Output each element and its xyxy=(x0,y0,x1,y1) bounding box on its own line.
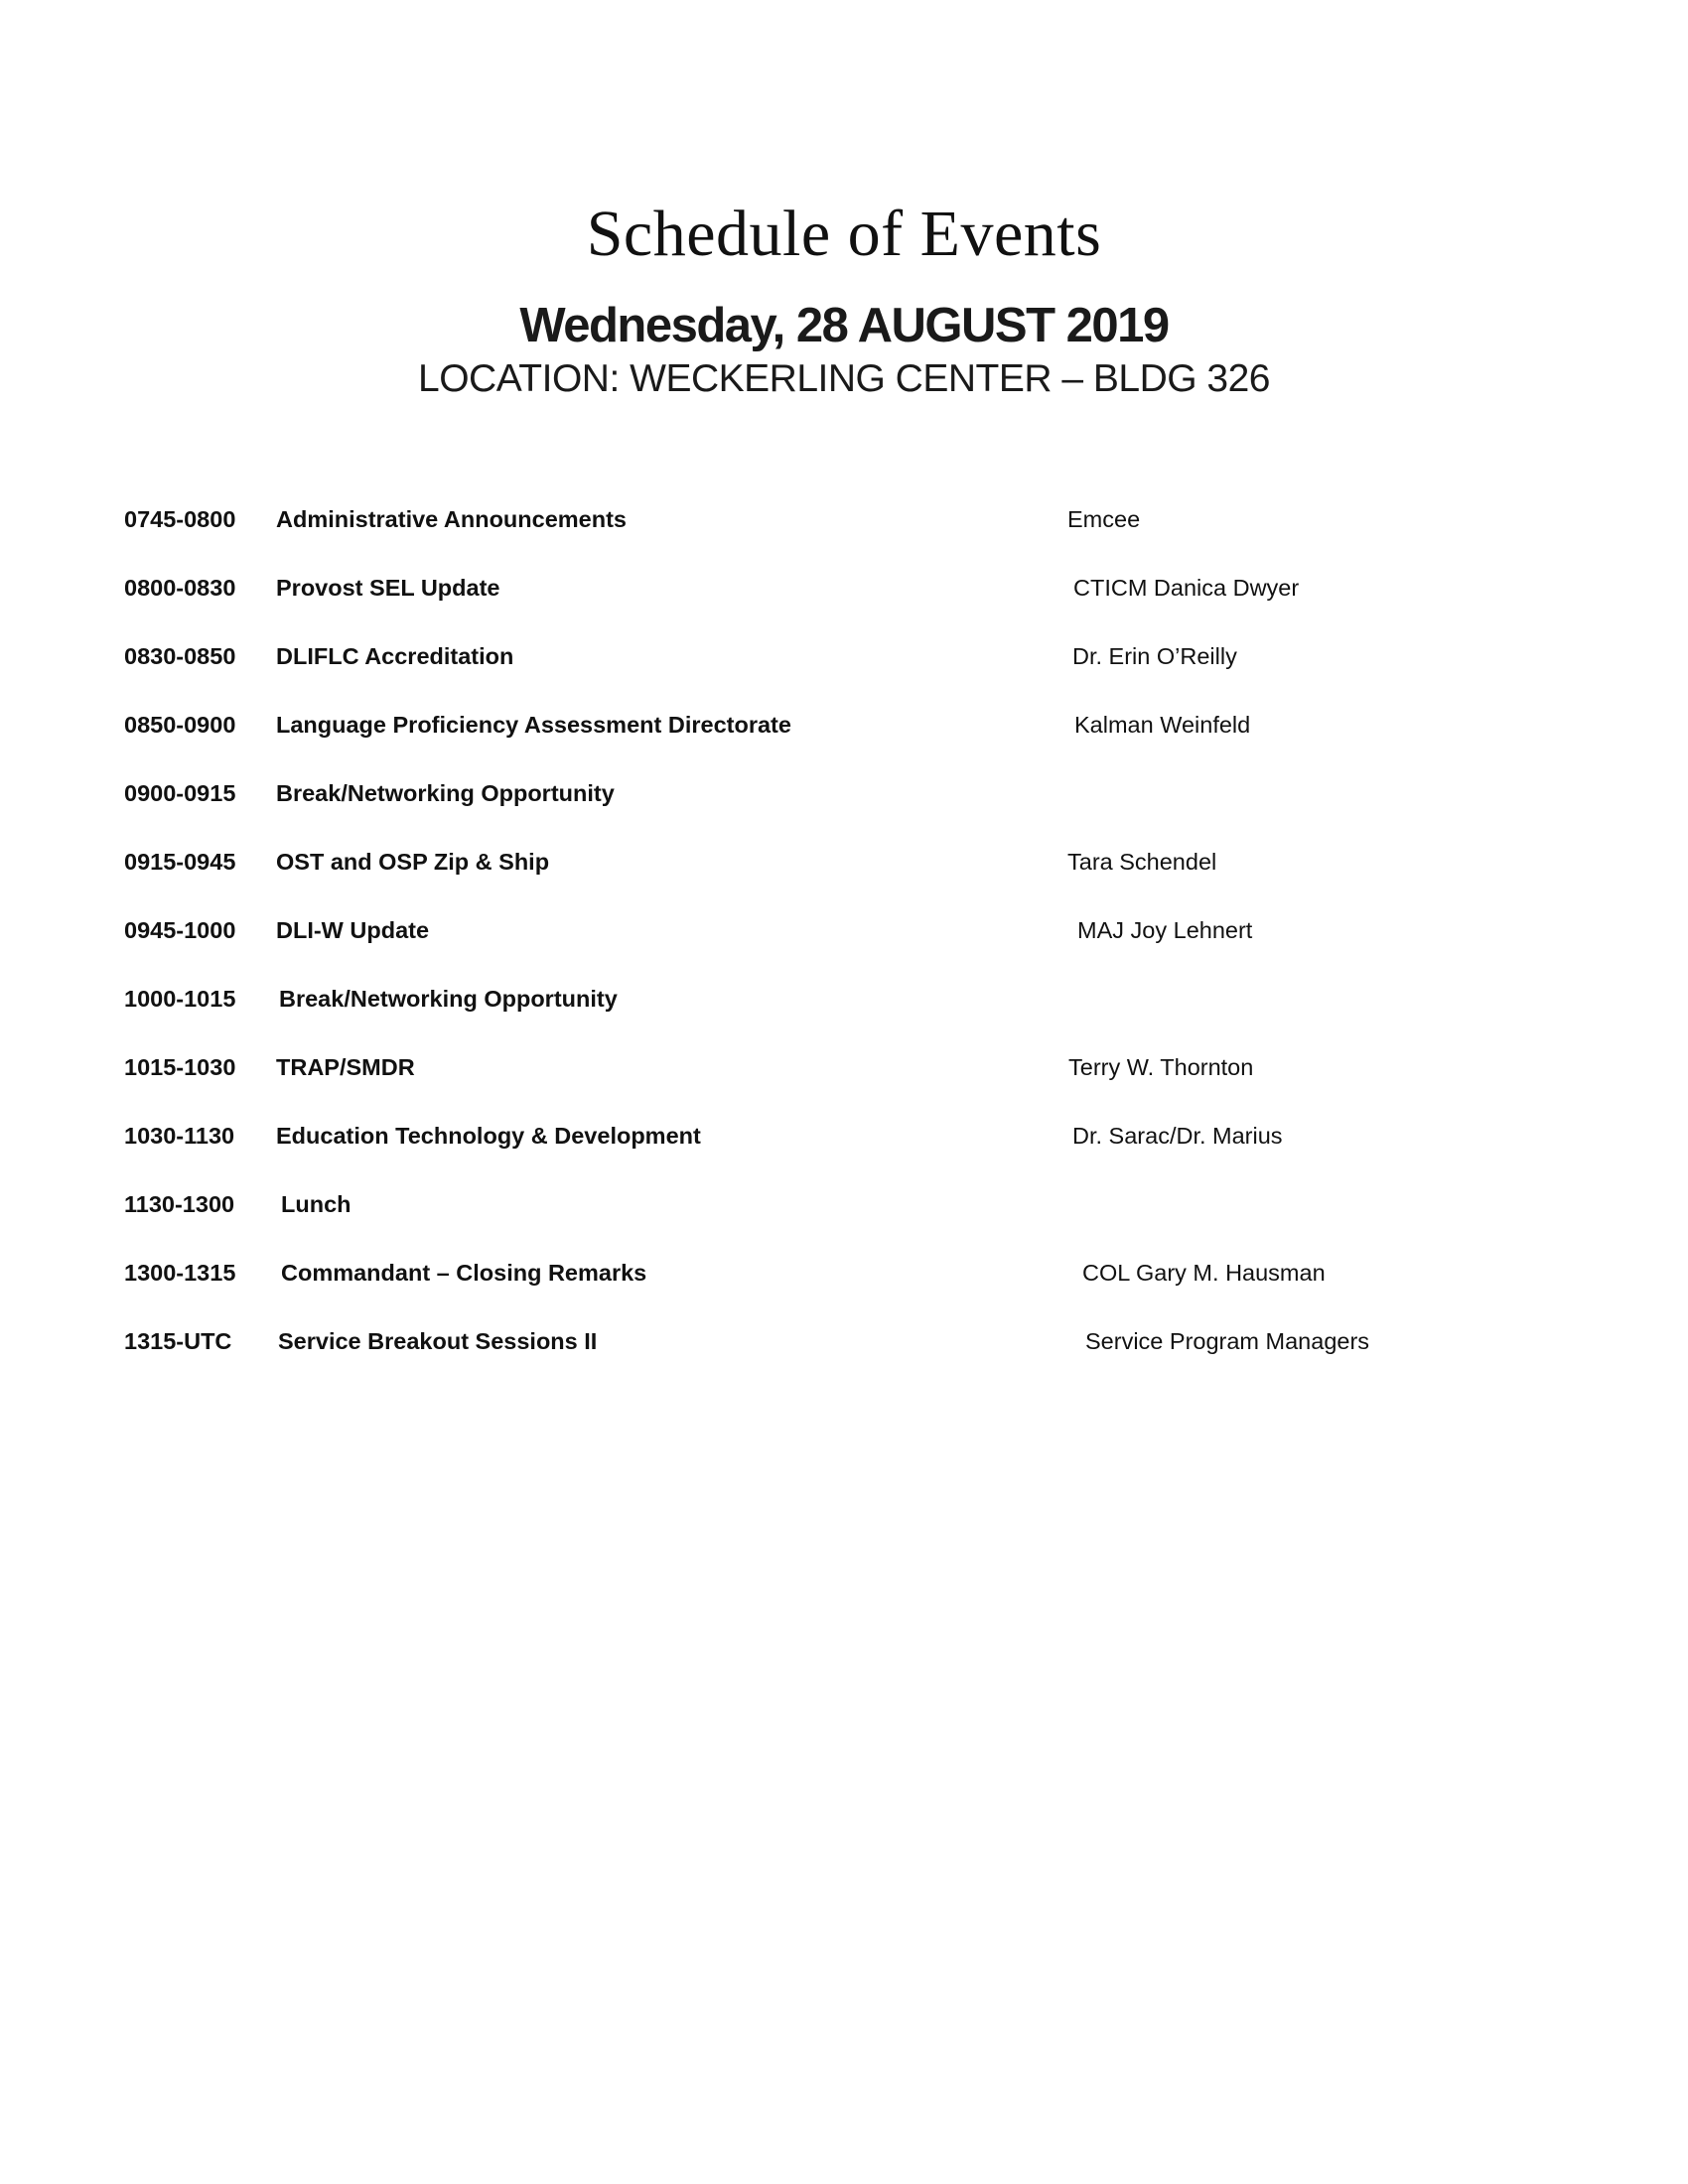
schedule-speaker: MAJ Joy Lehnert xyxy=(1077,917,1253,943)
schedule-speaker: COL Gary M. Hausman xyxy=(1082,1260,1326,1286)
schedule-row xyxy=(0,917,1688,957)
schedule-row xyxy=(0,780,1688,820)
schedule-time: 0915-0945 xyxy=(124,849,236,875)
schedule-speaker: Service Program Managers xyxy=(1085,1328,1370,1354)
schedule-row xyxy=(0,712,1688,751)
schedule-speaker: Terry W. Thornton xyxy=(1068,1054,1254,1080)
schedule-row xyxy=(0,1123,1688,1162)
schedule-speaker: Tara Schendel xyxy=(1067,849,1217,875)
schedule-speaker: CTICM Danica Dwyer xyxy=(1073,575,1300,601)
page-title: Schedule of Events xyxy=(586,198,1102,270)
schedule-row xyxy=(0,1260,1688,1299)
schedule-event: Administrative Announcements xyxy=(276,506,627,532)
schedule-time: 0900-0915 xyxy=(124,780,236,806)
schedule-row xyxy=(0,575,1688,614)
schedule-speaker: Emcee xyxy=(1067,506,1141,532)
schedule-time: 1000-1015 xyxy=(124,986,236,1012)
schedule-event: Break/Networking Opportunity xyxy=(279,986,618,1012)
schedule-time: 1300-1315 xyxy=(124,1260,236,1286)
schedule-time: 1315-UTC xyxy=(124,1328,232,1354)
event-date: Wednesday, 28 AUGUST 2019 xyxy=(519,299,1169,352)
schedule-time: 0830-0850 xyxy=(124,643,236,669)
schedule-event: Commandant – Closing Remarks xyxy=(281,1260,647,1286)
schedule-time: 1015-1030 xyxy=(124,1054,236,1080)
schedule-time: 0850-0900 xyxy=(124,712,236,738)
schedule-time: 0800-0830 xyxy=(124,575,236,601)
schedule-event: Service Breakout Sessions II xyxy=(278,1328,598,1354)
schedule-event: DLI-W Update xyxy=(276,917,430,943)
schedule-event: Break/Networking Opportunity xyxy=(276,780,615,806)
schedule-event: DLIFLC Accreditation xyxy=(276,643,514,669)
schedule-event: Education Technology & Development xyxy=(276,1123,701,1149)
schedule-row xyxy=(0,643,1688,683)
schedule-row xyxy=(0,1054,1688,1094)
schedule-event: Language Proficiency Assessment Directorate xyxy=(276,712,791,738)
schedule-time: 1130-1300 xyxy=(124,1191,235,1217)
schedule-row xyxy=(0,506,1688,546)
schedule-event: OST and OSP Zip & Ship xyxy=(276,849,550,875)
schedule-event: Provost SEL Update xyxy=(276,575,500,601)
schedule-row xyxy=(0,849,1688,888)
schedule-row xyxy=(0,1191,1688,1231)
schedule-event: Lunch xyxy=(281,1191,352,1217)
schedule-row xyxy=(0,986,1688,1025)
schedule-row xyxy=(0,1328,1688,1368)
schedule-time: 1030-1130 xyxy=(124,1123,235,1149)
schedule-time: 0745-0800 xyxy=(124,506,236,532)
schedule-speaker: Dr. Sarac/Dr. Marius xyxy=(1072,1123,1283,1149)
event-location: LOCATION: WECKERLING CENTER – BLDG 326 xyxy=(418,357,1270,400)
schedule-event: TRAP/SMDR xyxy=(276,1054,415,1080)
schedule-time: 0945-1000 xyxy=(124,917,236,943)
schedule-speaker: Kalman Weinfeld xyxy=(1074,712,1251,738)
schedule-speaker: Dr. Erin O’Reilly xyxy=(1072,643,1237,669)
